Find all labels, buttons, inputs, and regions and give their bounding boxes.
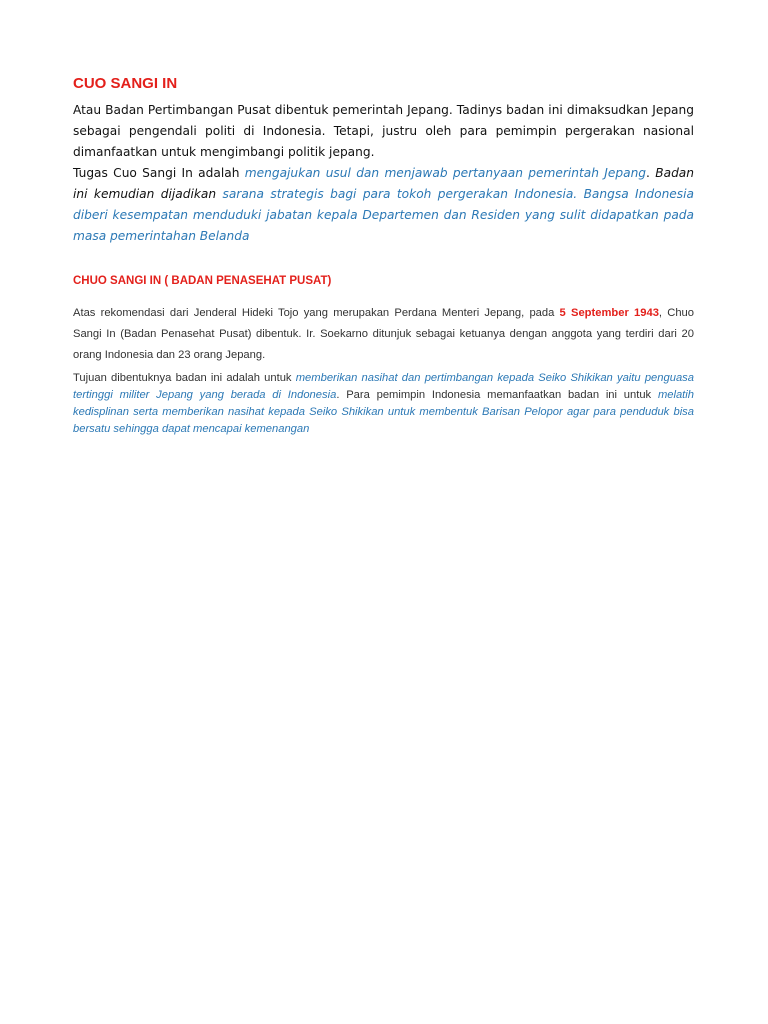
section1-paragraph-1: Atau Badan Pertimbangan Pusat dibentuk pemerintah Jepang. Tadinys badan ini dimaksudkan Jepang sebagai pengendali politi di Indonesia. Tetapi, justru oleh para pemimpin pergerakan nasional dimanfaatkan untuk mengimbangi politik jepang. [73, 103, 694, 159]
section1-p2-highlight-a: mengajukan usul dan menjawab pertanyaan pemerintah Jepang [244, 166, 647, 180]
section-chuo-sangi-in [73, 273, 694, 438]
section-cuo-sangi-in [73, 74, 694, 247]
section2-date: 5 September 1943 [559, 307, 659, 319]
section2-p1-text-b: , Chuo Sangi In (Badan Penasehat Pusat) dibentuk. Ir. Soekarno ditunjuk sebagai ketuanya dengan anggota yang terdiri dari 20 orang Indonesia dan 23 orang Jepang. [73, 307, 694, 361]
section2-p2-highlight-b: melatih kedisplinan serta memberikan nasihat kepada Seiko Shikikan untuk membentuk Barisan Pelopor agar para penduduk bisa bersatu sehingga dapat mencapai kemenangan [73, 389, 695, 435]
section1-p2-text-b: . [646, 166, 656, 180]
section2-p2-text-b: . Para pemimpin Indonesia memanfaatkan badan ini untuk [336, 389, 658, 401]
section1-p2-highlight-b: sarana strategis bagi para tokoh pergerakan Indonesia. Bangsa Indonesia diberi kesempatan menduduki jabatan kepala Departemen dan Residen yang sulit didapatkan pada masa pemerintahan Belanda [73, 187, 694, 243]
section1-paragraph-2 [73, 163, 694, 247]
section2-paragraph-2 [73, 370, 694, 438]
section2-paragraph-1 [73, 303, 694, 366]
section1-heading: CUO SANGI IN [73, 75, 178, 92]
section2-p1-text-a: Atas rekomendasi dari Jenderal Hideki Tojo yang merupakan Perdana Menteri Jepang, pada [73, 307, 560, 319]
section1-p2-text-a: Tugas Cuo Sangi In adalah [73, 166, 245, 180]
section2-heading: CHUO SANGI IN ( BADAN PENASEHAT PUSAT) [73, 275, 332, 287]
section1-p2-text-c: Badan ini kemudian dijadikan [73, 166, 694, 201]
section2-p2-highlight-a: memberikan nasihat dan pertimbangan kepada Seiko Shikikan yaitu penguasa tertinggi militer Jepang yang berada di Indonesia [73, 372, 694, 401]
section2-p2-text-a: Tujuan dibentuknya badan ini adalah untuk [73, 372, 296, 384]
document-page [73, 74, 694, 442]
